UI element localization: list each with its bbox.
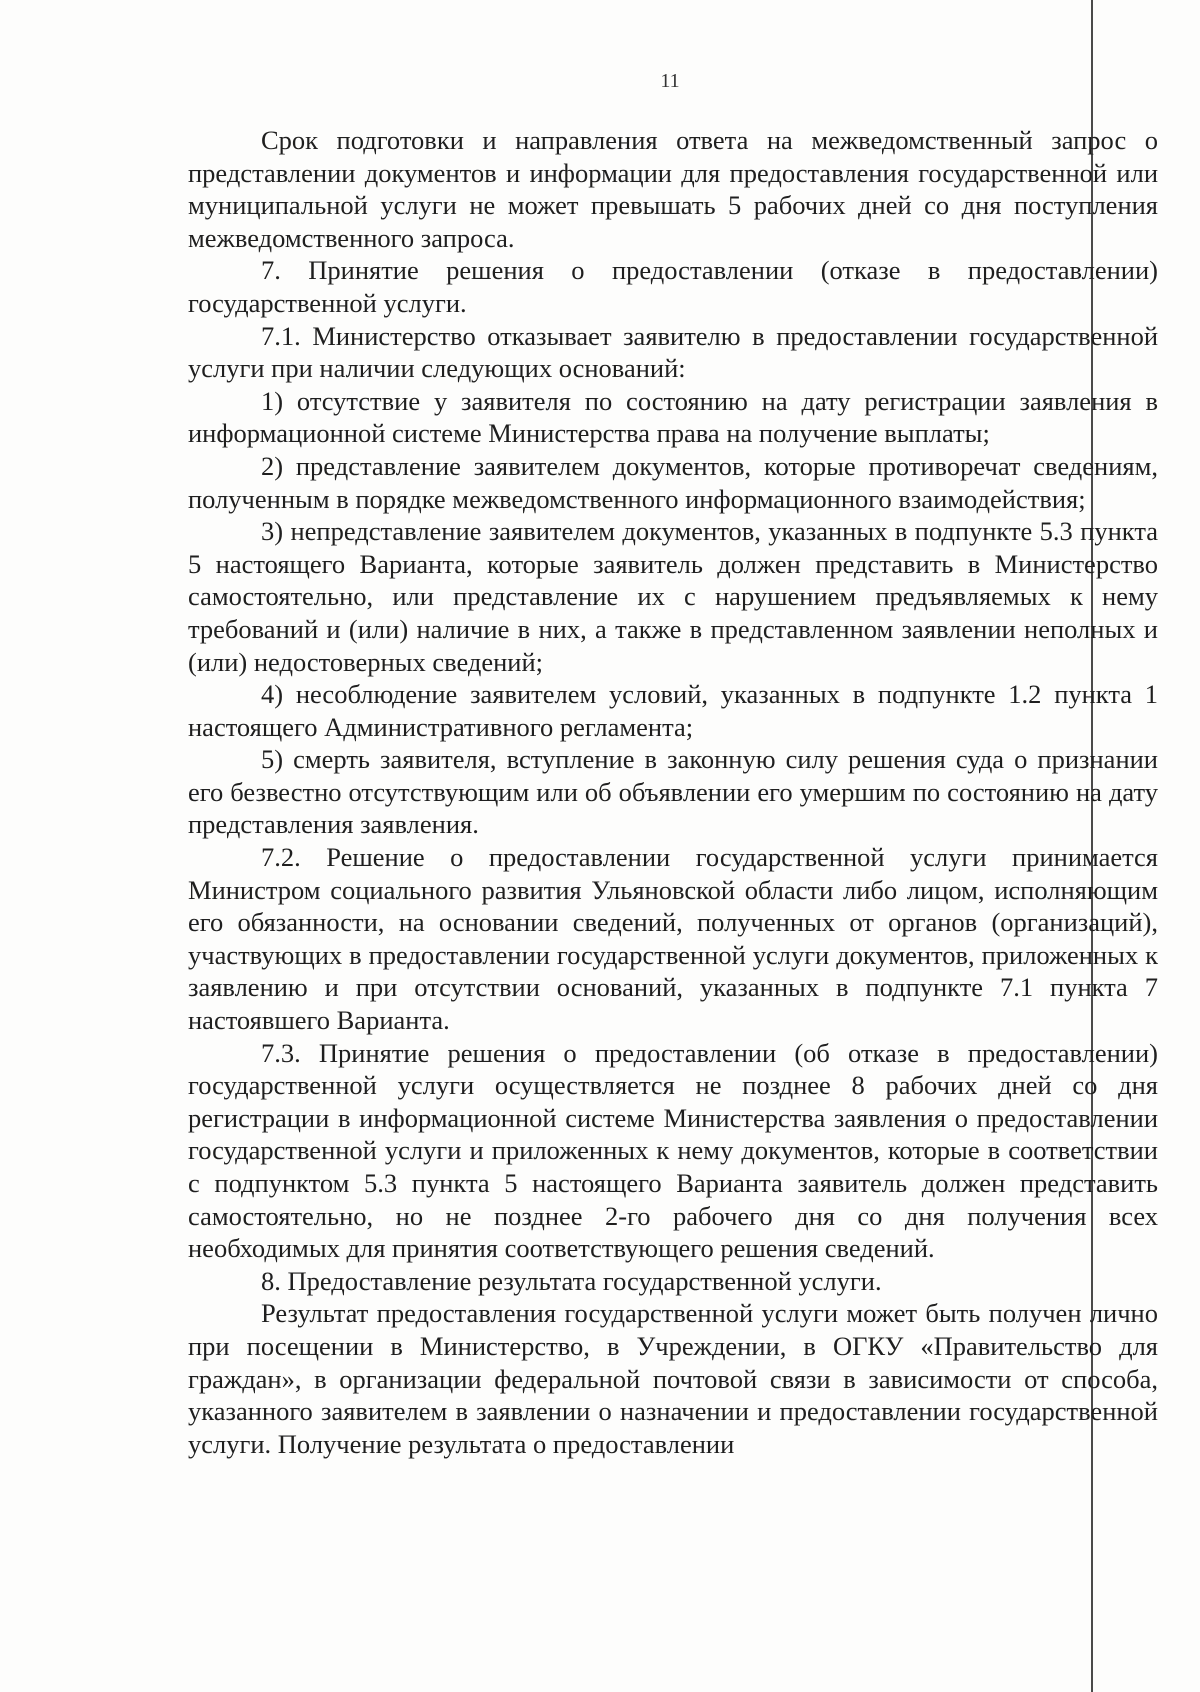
list-item-5: 5) смерть заявителя, вступление в законную силу решения суда о признании его безвестно отсутствующим или об объявлении его умершим по состоянию на дату представления заявления.: [188, 744, 1158, 840]
paragraph-7-3: 7.3. Принятие решения о предоставлении (об отказе в предоставлении) государственной услуги осуществляется не позднее 8 рабочих дней со дня регистрации в информационной системе Министерства заявления о предоставлении государственной услуги и приложенных к нему документов, которые в соответствии с подпунктом 5.3 пункта 5 настоящего Варианта заявитель должен представить самостоятельно, но не позднее 2-го рабочего дня со дня получения всех необходимых для принятия соответствующего решения сведений.: [188, 1037, 1158, 1264]
paragraph-7-2: 7.2. Решение о предоставлении государственной услуги принимается Министром социального развития Ульяновской области либо лицом, исполняющим его обязанности, на основании сведений, полученных от органов (организаций), участвующих в предоставлении государственной услуги документов, приложенных к заявлению и при отсутствии оснований, указанных в подпункте 7.1 пункта 7 настоявшего Варианта.: [188, 842, 1158, 1036]
list-item-2: 2) представление заявителем документов, которые противоречат сведениям, полученным в порядке межведомственного информационного взаимодействия;: [188, 450, 1158, 514]
paragraph-result-delivery: Результат предоставления государственной услуги может быть получен лично при посещении в Министерство, в Учреждении, в ОГКУ «Правительство для граждан», в организации федеральной почтовой связи в зависимости от способа, указанного заявителем в заявлении о назначении и предоставлении государственной услуги. Получение результата о предоставлении: [188, 1298, 1158, 1459]
page-number: 11: [660, 70, 680, 92]
document-body: [188, 124, 1158, 1460]
paragraph-7-1: 7.1. Министерство отказывает заявителю в предоставлении государственной услуги при наличии следующих оснований:: [188, 320, 1158, 384]
list-item-1: 1) отсутствие у заявителя по состоянию на дату регистрации заявления в информационной системе Министерства права на получение выплаты;: [188, 385, 1158, 449]
paragraph-section-7-heading: 7. Принятие решения о предоставлении (отказе в предоставлении) государственной услуги.: [188, 255, 1158, 318]
list-item-4: 4) несоблюдение заявителем условий, указанных в подпункте 1.2 пункта 1 настоящего Административного регламента;: [188, 679, 1158, 742]
paragraph-response-deadline: Срок подготовки и направления ответа на межведомственный запрос о представлении документов и информации для предоставления государственной или муниципальной услуги не может превышать 5 рабочих дней со дня поступления межведомственного запроса.: [188, 125, 1158, 253]
list-item-3: 3) непредставление заявителем документов, указанных в подпункте 5.3 пункта 5 настоящего Варианта, которые заявитель должен представить в Министерство самостоятельно, или представление их с нарушением предъявляемых к нему требований и (или) наличие в них, а также в представленном заявлении неполных и (или) недостоверных сведений;: [188, 516, 1158, 677]
paragraph-section-8-heading: 8. Предоставление результата государственной услуги.: [261, 1265, 882, 1296]
